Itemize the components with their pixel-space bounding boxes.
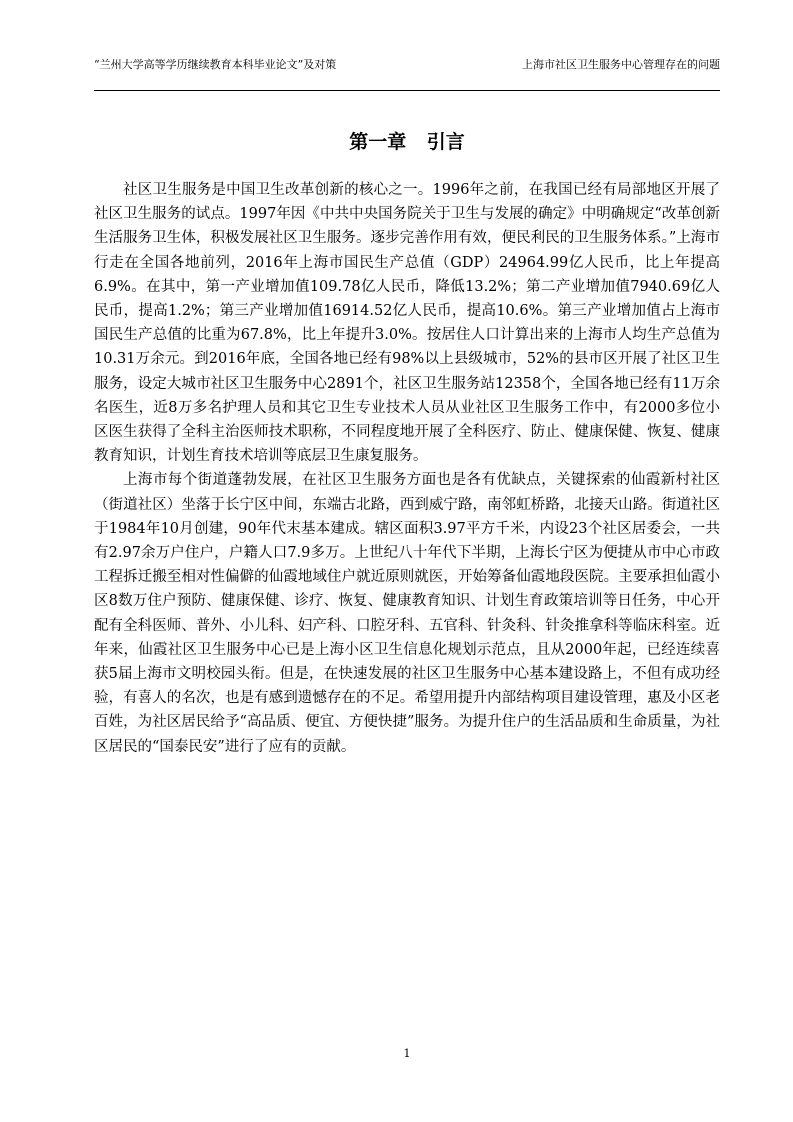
page-header xyxy=(94,56,720,91)
header-paper-topic: 上海市社区卫生服务中心管理存在的问题 xyxy=(522,58,720,71)
paragraph: 上海市每个街道蓬勃发展，在社区卫生服务方面也是各有优缺点，关键探索的仙霞新村社区（街道社区）坐落于长宁区中间，东端古北路，西到威宁路，南邻虹桥路，北接天山路。街道社区于1984年10月创建，90年代末基本建成。辖区面积3.97平方千米，内设23个社区居委会，一共有2.97余万户住户，户籍人口7.9多万。上世纪八十年代下半期，上海长宁区为便捷从市中心市政工程拆迁搬至相对性偏僻的仙霞地域住户就近原则就医，开始筹备仙霞地段医院。主要承担仙霞小区8数万住户预防、健康保健、诊疗、恢复、健康教育知识、计划生育政策培训等日任务，中心开配有全科医师、普外、小儿科、妇产科、口腔牙科、五官科、针灸科、针灸推拿科等临床科室。近年来，仙霞社区卫生服务中心已是上海小区卫生信息化规划示范点，且从2000年起，已经连续喜获5届上海市文明校园头衔。但是，在快速发展的社区卫生服务中心基本建设路上，不但有成功经验，有喜人的名次，也是有感到遗憾存在的不足。希望用提升内部结构项目建设管理，惠及小区老百姓，为社区居民给予“高品质、便宜、方便快捷”服务。为提升住户的生活品质和生命质量，为社区居民的“国泰民安”进行了应有的贡献。 xyxy=(94,472,720,755)
chapter-title: 第一章 引言 xyxy=(349,131,465,153)
paragraph: 社区卫生服务是中国卫生改革创新的核心之一。1996年之前，在我国已经有局部地区开展了社区卫生服务的试点。1997年因《中共中央国务院关于卫生与发展的确定》中明确规定“改革创新生活服务卫生体，积极发展社区卫生服务。逐步完善作用有效，便民利民的卫生服务体系。”上海市行走在全国各地前列，2016年上海市国民生产总值（GDP）24964.99亿人民币，比上年提高6.9%。在其中，第一产业增加值109.78亿人民币，降低13.2%；第二产业增加值7940.69亿人民币，提高1.2%；第三产业增加值16914.52亿人民币，提高10.6%。第三产业增加值占上海市国民生产总值的比重为67.8%，比上年提升3.0%。按居住人口计算出来的上海市人均生产总值为10.31万余元。到2016年底，全国各地已经有98%以上县级城市，52%的县市区开展了社区卫生服务，设定大城市社区卫生服务中心2891个，社区卫生服务站12358个，全国各地已经有11万余名医生，近8万多名护理人员和其它卫生专业技术人员从业社区卫生服务工作中，有2000多位小区医生获得了全科主治医师技术职称，不同程度地开展了全科医疗、防止、健康保健、恢复、健康教育知识，计划生育技术培训等底层卫生康复服务。 xyxy=(94,182,720,465)
body-text xyxy=(94,178,720,759)
page-number: 1 xyxy=(403,1047,411,1060)
header-thesis-title: “兰州大学高等学历继续教育本科毕业论文”及对策 xyxy=(94,58,337,71)
